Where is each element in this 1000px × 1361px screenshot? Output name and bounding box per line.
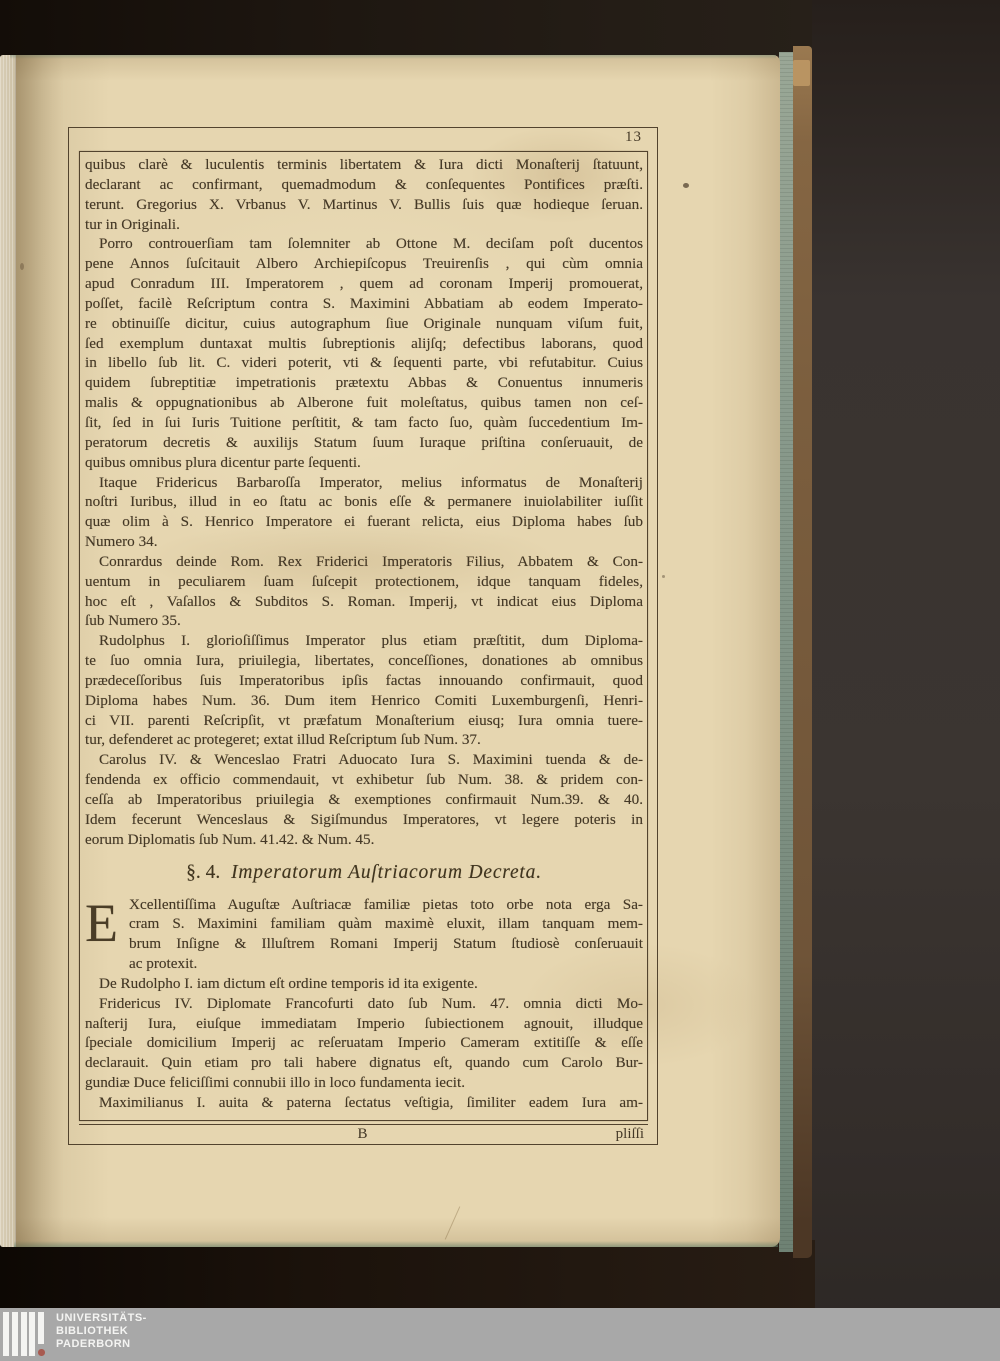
text-line: quibus clarè & luculentis terminis libertatem & Iura dicti Monaſterij ſtatuunt, xyxy=(85,156,643,173)
section-number: §. 4. xyxy=(186,861,221,883)
paragraph xyxy=(85,974,643,994)
logo-bar xyxy=(21,1312,27,1356)
signature-mark: B xyxy=(357,1126,368,1142)
logo-bar xyxy=(29,1312,35,1356)
text-line: ſpeciale domicilium Imperij ac reſeruatam Imperio Cameram extitiſſe & eſſe xyxy=(85,1034,643,1052)
footer-double-rule xyxy=(79,1124,648,1125)
text-line: noſtri Iuribus, illud in eo ſtatu ac bonis eſſe & permanere inuiolabiliter iuſſit xyxy=(85,493,643,511)
text-line: Numero 34. xyxy=(85,533,158,551)
paragraph xyxy=(85,750,643,849)
text-line: ci VII. parenti Reſcripſit, vt præfatum Monaſterium eiusq; Iura omnia tuere- xyxy=(85,711,643,729)
text-line: ſed exemplum duntaxat multis ſubreptionis alijſq; defectibus laborans, quod xyxy=(85,334,643,352)
paragraph xyxy=(85,473,643,552)
library-logo-icon xyxy=(3,1312,44,1358)
text-line: cram S. Maximini familiam quàm maximè eluxit, illam tanquam mem- xyxy=(129,915,643,933)
logo-bar-with-dot xyxy=(38,1312,44,1356)
text-line: te ſuo omnia Iura, priuilegia, libertates, conceſſiones, donationes ab omnibus xyxy=(85,652,643,670)
drop-cap-initial: E xyxy=(85,892,118,953)
text-block xyxy=(85,155,643,1113)
text-line: De Rudolpho I. iam dictum eſt ordine temporis id ita exigente. xyxy=(99,974,478,992)
text-line: brum Inſigne & Illuſtrem Romani Imperij Statum ſtudiosè conſeruauit xyxy=(129,935,643,953)
dirt-speck xyxy=(20,263,24,270)
text-line: tur, defenderet ac protegeret; extat illud Reſcriptum ſub Num. 37. xyxy=(85,731,481,749)
paragraph xyxy=(85,155,643,234)
library-footer-bar xyxy=(0,1308,1000,1361)
text-line: in libello ſub lit. C. videri poterit, vti & ſequenti parte, vbi refutabitur. Cuius xyxy=(85,354,643,372)
text-line: Maximilianus I. auita & paterna ſectatus veſtigia, ſimiliter eadem Iura am- xyxy=(99,1093,643,1111)
text-line: quibus omnibus plura dicentur parte ſequenti. xyxy=(85,453,361,471)
text-line: Carolus IV. & Wenceslao Fratri Aduocato Iura S. Maximini tuenda & de- xyxy=(99,751,643,769)
text-line: tur in Originali. xyxy=(85,215,180,233)
cover-worn-spot xyxy=(793,60,810,86)
logo-bar xyxy=(38,1312,44,1344)
text-line: poſſet, facilè Reſcriptum contra S. Maximini Abbatiam ab eodem Imperato- xyxy=(85,294,643,312)
text-line: pene Annos ſuſcitauit Albero Archiepiſcopus Treuirenſis , qui cùm omnia xyxy=(85,255,643,273)
text-line: hoc eſt , Vaſallos & Subditos S. Roman. Imperij, vt indicat eius Diploma xyxy=(85,592,643,610)
scan-background-right xyxy=(812,0,1000,1361)
text-line: uentum in peculiarem ſuam ſuſcepit protectionem, idque tanquam fideles, xyxy=(85,572,643,590)
text-line: ſub Numero 35. xyxy=(85,612,181,630)
paragraph-with-dropcap xyxy=(85,892,643,974)
book-fore-edge xyxy=(779,52,793,1252)
text-line: peratorum decretis & auxilijs Statum ſuum Iuraque priſtina conſeruauit, de xyxy=(85,433,643,451)
text-line: Xcellentiſſima Auguſtæ Auſtriacæ familiæ pietas toto orbe nota erga Sa- xyxy=(129,895,643,913)
paragraph xyxy=(85,994,643,1093)
text-line: ſit, ſed in ſui Iuris Tuitione perſtitit, & tam facto ſuo, quàm ſuccedentium Im- xyxy=(85,413,643,431)
text-line: ac protexit. xyxy=(129,955,198,973)
text-line: malis & oppugnationibus ab Alberone fuit moleſtatus, quibus tamen non ceſ- xyxy=(85,394,643,412)
text-line: apud Conradum III. Imperatorem , quem ad coronam Imperij promouerat, xyxy=(85,275,643,293)
text-line: declarauit. Quin etiam pro tali habere dignatus eſt, quando cum Carolo Bur- xyxy=(85,1054,643,1072)
text-line: quidem ſubreptitiæ impetrationis prætextu Abbas & Conuentus innumeris xyxy=(85,374,643,392)
text-line: declarant ac confirmant, quemadmodum & conſequentes Pontifices præſti. xyxy=(85,175,643,193)
catchword: pliſſi xyxy=(615,1126,644,1142)
text-line: quæ olim à S. Henrico Imperatore ei fuerant relicta, eius Diploma habes ſub xyxy=(85,513,643,531)
text-line: Diploma habes Num. 36. Dum item Henrico Comiti Luxemburgenſi, Henri- xyxy=(85,691,643,709)
dirt-speck xyxy=(683,183,689,188)
section-title: Imperatorum Auſtriacorum Decreta. xyxy=(231,861,542,883)
text-line: Conrardus deinde Rom. Rex Friderici Imperatoris Filius, Abbatem & Con- xyxy=(99,552,643,570)
dirt-speck xyxy=(662,575,665,578)
signature-row xyxy=(79,1126,646,1143)
text-line: fendenda ex officio commendauit, vt exhibetur ſub Num. 38. & pridem con- xyxy=(85,771,643,789)
text-line: Idem fecerunt Wenceslaus & Sigiſmundus Imperatores, vt legere poteris in xyxy=(85,810,643,828)
paragraph xyxy=(85,234,643,472)
page-edge-tint-bottom xyxy=(14,1241,778,1247)
text-line: Fridericus IV. Diplomate Francofurti dato ſub Num. 47. omnia dicti Mo- xyxy=(99,994,643,1012)
logo-bar xyxy=(3,1312,9,1356)
logo-bar xyxy=(12,1312,18,1356)
text-line: ceſſa ab Imperatoribus priuilegia & exemptiones confirmauit Num.39. & 40. xyxy=(85,791,643,808)
paragraph xyxy=(85,552,643,631)
text-line: Itaque Fridericus Barbaroſſa Imperator, melius informatus de Monaſterij xyxy=(99,473,643,491)
logo-dot-icon xyxy=(38,1349,45,1356)
text-line: Porro controuerſiam tam ſolemniter ab Ottone M. deciſam poſt ducentos xyxy=(99,235,643,253)
text-line: naſterij Iura, eiuſque immediatam Imperio ſubiectionem agnouit, illudque xyxy=(85,1014,643,1032)
paragraph xyxy=(85,631,643,750)
library-name-line: BIBLIOTHEK xyxy=(56,1324,129,1337)
text-line: prædeceſſoribus ſuis Imperatoribus ipſis factas innouando confirmauit, quod xyxy=(85,671,643,689)
page-number: 13 xyxy=(625,129,642,145)
library-name-line: UNIVERSITÄTS- xyxy=(56,1312,147,1324)
text-line: terunt. Gregorius X. Vrbanus V. Martinus V. Bullis ſuis quæ hodieque ſeruan. xyxy=(85,195,643,213)
paragraph-lines xyxy=(85,892,643,974)
text-line: gundiæ Duce feliciſſimi connubii illo in loco fundamenta iecit. xyxy=(85,1074,466,1092)
section-heading xyxy=(85,859,643,886)
book-cover-edge xyxy=(793,46,812,1258)
page-edge-tint-top xyxy=(10,55,776,59)
library-name-line: PADERBORN xyxy=(56,1337,131,1350)
book-page xyxy=(0,55,780,1247)
text-line: re obtinuiſſe dicitur, cuius autographum ſiue Originale nunquam viſum fuit, xyxy=(85,314,643,332)
text-line: Rudolphus I. glorioſiſſimus Imperator plus etiam præſtitit, dum Diploma- xyxy=(99,632,643,650)
library-name xyxy=(56,1312,147,1350)
paper-crease xyxy=(445,1206,461,1239)
paragraph xyxy=(85,1093,643,1113)
text-line: eorum Diplomatis ſub Num. 41.42. & Num. 45. xyxy=(85,830,375,848)
